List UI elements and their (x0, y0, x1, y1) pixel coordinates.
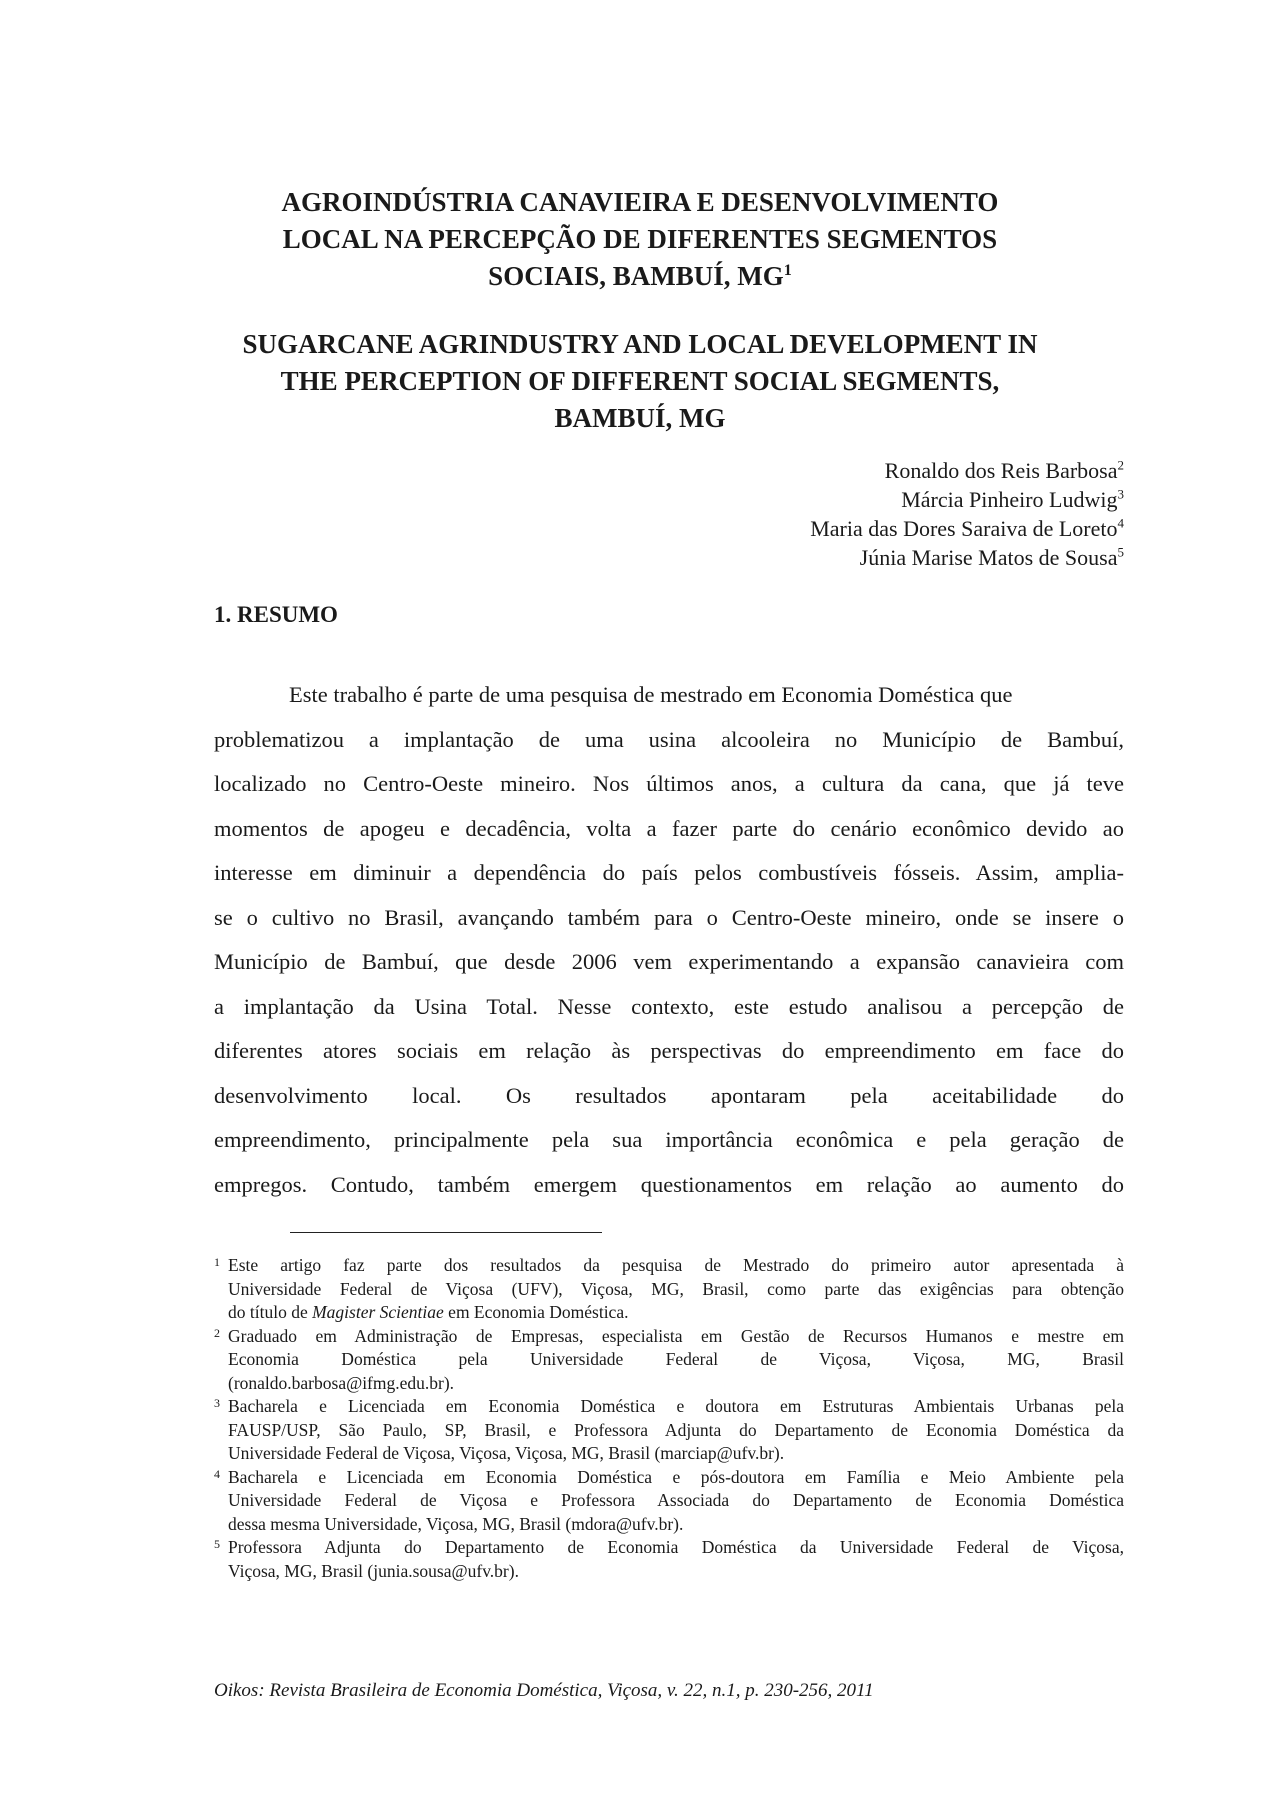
abstract-line: Este trabalho é parte de uma pesquisa de mestrado em Economia Doméstica que (289, 682, 1013, 707)
footnote-line: do título de Magister Scientiae em Economia Doméstica. (228, 1302, 629, 1322)
abstract-line: problematizou a implantação de uma usina alcooleira no Município de Bambuí, (214, 726, 1124, 752)
title-en-line: BAMBUÍ, MG (554, 403, 726, 433)
footnote-line: Bacharela e Licenciada em Economia Doméstica e doutora em Estruturas Ambientais Urbanas pela (228, 1396, 1124, 1416)
footnote-line: FAUSP/USP, São Paulo, SP, Brasil, e Professora Adjunta do Departamento de Economia Doméstica da (228, 1419, 1124, 1440)
footnote-4 (214, 1466, 1124, 1537)
footnote-number: 4 (214, 1466, 220, 1481)
footnote-line: dessa mesma Universidade, Viçosa, MG, Brasil (mdora@ufv.br). (228, 1513, 684, 1534)
author-name: Júnia Marise Matos de Sousa$^5$ (859, 544, 1124, 570)
abstract-line: se o cultivo no Brasil, avançando também para o Centro-Oeste mineiro, onde se insere o (214, 904, 1124, 930)
author-footnote-mark: 4 (1117, 515, 1124, 531)
abstract-line: interesse em diminuir a dependência do país pelos combustíveis fósseis. Assim, amplia- (214, 860, 1124, 885)
footnote-line: Este artigo faz parte dos resultados da pesquisa de Mestrado do primeiro autor apresentada à (228, 1255, 1124, 1275)
footnote-line: Bacharela e Licenciada em Economia Doméstica e pós-doutora em Família e Meio Ambiente pela (228, 1466, 1124, 1487)
author-list (524, 456, 1124, 572)
footnote-line: Professora Adjunta do Departamento de Economia Doméstica da Universidade Federal de Viçosa, (228, 1537, 1124, 1557)
footnote-5 (214, 1536, 1124, 1583)
footnote-number: 2 (214, 1325, 220, 1340)
abstract-paragraph (214, 673, 1124, 1207)
author-footnote-mark: 2 (1117, 457, 1124, 473)
author-name: Maria das Dores Saraiva de Loreto$^4$ (810, 515, 1124, 541)
footnote-line: Viçosa, MG, Brasil (junia.sousa@ufv.br). (228, 1560, 519, 1581)
title-en-line: SUGARCANE AGRINDUSTRY AND LOCAL DEVELOPMENT IN (242, 329, 1038, 359)
footnote-line: Universidade Federal de Viçosa, Viçosa, Viçosa, MG, Brasil (marciap@ufv.br). (228, 1443, 785, 1463)
footnote-line: Universidade Federal de Viçosa (UFV), Viçosa, MG, Brasil, como parte das exigências para obtenção (228, 1278, 1124, 1299)
footnote-3 (214, 1395, 1124, 1466)
title-pt-line: SOCIAIS, BAMBUÍ, MG$^1$ (488, 261, 792, 291)
footnote-2 (214, 1325, 1124, 1396)
footnote-number: 1 (214, 1255, 220, 1269)
abstract-line: localizado no Centro-Oeste mineiro. Nos últimos anos, a cultura da cana, que já teve (214, 771, 1124, 796)
footnote-line: Economia Doméstica pela Universidade Federal de Viçosa, Viçosa, MG, Brasil (228, 1349, 1124, 1369)
author-footnote-mark: 3 (1117, 486, 1124, 502)
abstract-line: momentos de apogeu e decadência, volta a fazer parte do cenário econômico devido ao (214, 815, 1124, 841)
author-name: Ronaldo dos Reis Barbosa$^2$ (884, 457, 1124, 483)
author-footnote-mark: 5 (1117, 544, 1124, 560)
title-footnote-mark: 1 (783, 261, 792, 279)
footnote-line: (ronaldo.barbosa@ifmg.edu.br). (228, 1372, 455, 1393)
title-portuguese (180, 184, 1100, 295)
footnote-line: Graduado em Administração de Empresas, especialista em Gestão de Recursos Humanos e mestre em (228, 1325, 1124, 1346)
abstract-line: diferentes atores sociais em relação às perspectivas do empreendimento em face do (214, 1038, 1124, 1063)
author-name: Márcia Pinheiro Ludwig$^3$ (901, 486, 1124, 512)
footnote-line: Universidade Federal de Viçosa e Professora Associada do Departamento de Economia Doméstica (228, 1490, 1124, 1510)
title-en-line: THE PERCEPTION OF DIFFERENT SOCIAL SEGMENTS, (280, 366, 1000, 396)
abstract-line: empregos. Contudo, também emergem questionamentos em relação ao aumento do (214, 1171, 1124, 1197)
abstract-line: a implantação da Usina Total. Nesse contexto, este estudo analisou a percepção de (214, 993, 1124, 1019)
abstract-line: Município de Bambuí, que desde 2006 vem experimentando a expansão canavieira com (214, 949, 1124, 974)
abstract-line: empreendimento, principalmente pela sua importância econômica e pela geração de (214, 1127, 1124, 1152)
title-pt-line: LOCAL NA PERCEPÇÃO DE DIFERENTES SEGMENTOS (282, 224, 998, 254)
title-english (180, 326, 1100, 437)
footnote-number: 3 (214, 1396, 220, 1410)
footnotes (214, 1254, 1124, 1583)
abstract-line: desenvolvimento local. Os resultados apontaram pela aceitabilidade do (214, 1082, 1124, 1108)
footnote-italic-term: Magister Scientiae (312, 1302, 444, 1322)
title-pt-line: AGROINDÚSTRIA CANAVIEIRA E DESENVOLVIMENTO (281, 187, 999, 217)
footnote-number: 5 (214, 1537, 220, 1551)
footnote-separator (290, 1232, 602, 1233)
section-heading-resumo: 1. RESUMO (214, 602, 338, 627)
footnote-1 (214, 1254, 1124, 1325)
journal-citation-footer: Oikos: Revista Brasileira de Economia Doméstica, Viçosa, v. 22, n.1, p. 230-256, 2011 (214, 1680, 874, 1701)
